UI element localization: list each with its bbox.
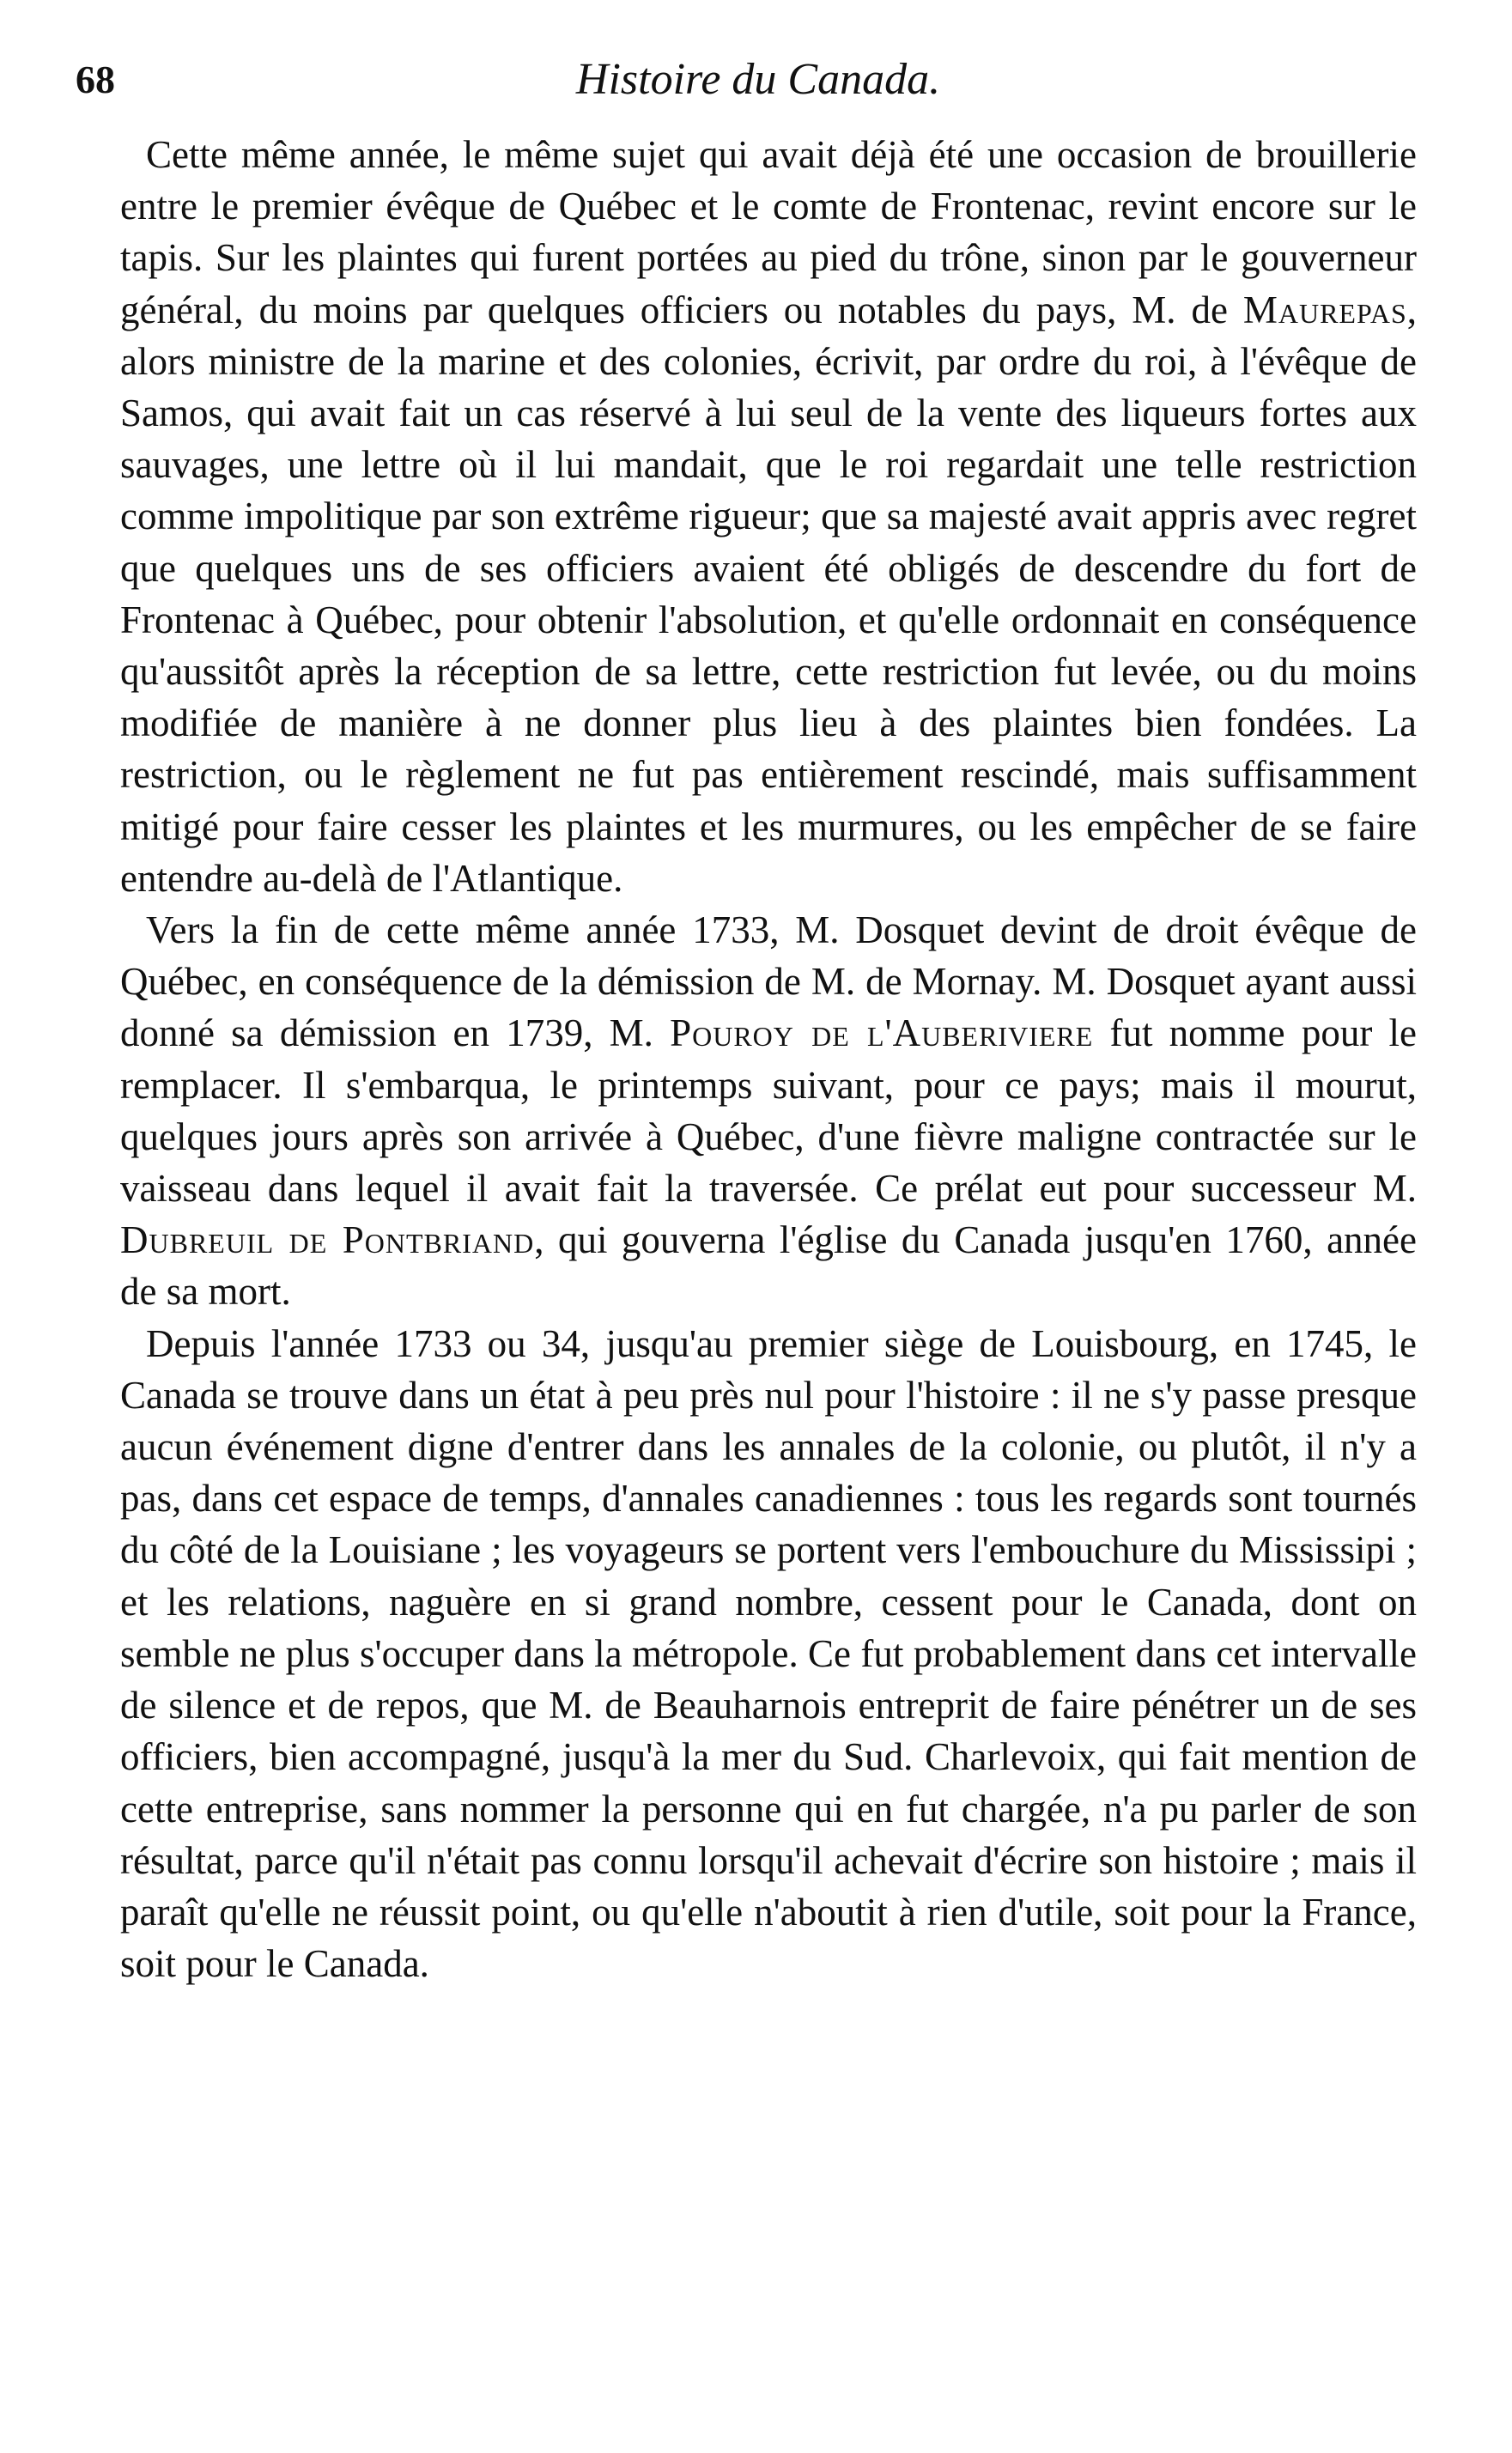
name-dubreuil: Dubreuil de Pontbriand xyxy=(120,1218,535,1262)
paragraph-1 xyxy=(120,129,1417,904)
running-title: Histoire du Canada. xyxy=(575,55,941,104)
paragraph-2-text-a: Vers la fin de cette même année 1733, M. Dosquet devint de droit évêque de Québec, en conséquence de la démission de M. de Mornay. M. Dosquet ayant aussi donné sa démission en 1739, M. xyxy=(120,908,1417,1055)
paragraph-2-text-b: fut nomme pour le remplacer. Il s'embarqua, le printemps suivant, pour ce pays; mais il mourut, quelques jours après son arrivée à Québec, d'une fièvre maligne contractée sur le vaisseau dans lequel il avait fait la traversée. Ce prélat eut pour successeur M. xyxy=(120,1011,1417,1211)
page-header xyxy=(76,50,1441,110)
paragraph-2-text-c: , qui gouverna l'église du Canada jusqu'en 1760, année de sa mort. xyxy=(120,1218,1417,1314)
name-maurepas: Maurepas xyxy=(1242,288,1407,331)
page-number: 68 xyxy=(76,58,115,101)
body-text xyxy=(120,129,1417,1989)
paragraph-1-text-b: , alors ministre de la marine et des colonies, écrivit, par ordre du roi, à l'évêque de Samos, qui avait fait un cas réservé à lui seul de la vente des liqueurs fortes aux sauvages, une lettre où il lui mandait, que le roi regardait une telle restriction comme impolitique par son extrême rigueur; que sa majesté avait appris avec regret que quelques uns de ses officiers avaient été obligés de descendre du fort de Frontenac à Québec, pour obtenir l'absolution, et qu'elle ordonnait en conséquence qu'aussitôt après la réception de sa lettre, cette restriction fut levée, ou du moins modifiée de manière à ne donner plus lieu à des plaintes bien fondées. La restriction, ou le règlement ne fut pas entièrement rescindé, mais suffisamment mitigé pour faire cesser les plaintes et les murmures, ou les empêcher de se faire entendre au-delà de l'Atlantique. xyxy=(120,288,1417,900)
paragraph-1-text-a: Cette même année, le même sujet qui avait déjà été une occasion de brouillerie entre le premier évêque de Québec et le comte de Frontenac, revint encore sur le tapis. Sur les plaintes qui furent portées au pied du trône, sinon par le gouverneur général, du moins par quelques officiers ou notables du pays, M. de xyxy=(120,133,1417,331)
paragraph-3: Depuis l'année 1733 ou 34, jusqu'au premier siège de Louisbourg, en 1745, le Canada se trouve dans un état à peu près nul pour l'histoire : il ne s'y passe presque aucun événement digne d'entrer dans les annales de la colonie, ou plutôt, il n'y a pas, dans cet espace de temps, d'annales canadiennes : tous les regards sont tournés du côté de la Louisiane ; les voyageurs se portent vers l'embouchure du Mississipi ; et les relations, naguère en si grand nombre, cessent pour le Canada, dont on semble ne plus s'occuper dans la métropole. Ce fut probablement dans cet intervalle de silence et de repos, que M. de Beauharnois entreprit de faire pénétrer un de ses officiers, bien accompagné, jusqu'à la mer du Sud. Charlevoix, qui fait mention de cette entreprise, sans nommer la personne qui en fut chargée, n'a pu parler de son résultat, parce qu'il n'était pas connu lorsqu'il achevait d'écrire son histoire ; mais il paraît qu'elle ne réussit point, ou qu'elle n'aboutit à rien d'utile, soit pour la France, soit pour le Canada. xyxy=(120,1321,1417,1986)
paragraph-2 xyxy=(120,904,1417,1318)
name-pouroy: Pouroy de l'Auberiviere xyxy=(670,1011,1094,1055)
